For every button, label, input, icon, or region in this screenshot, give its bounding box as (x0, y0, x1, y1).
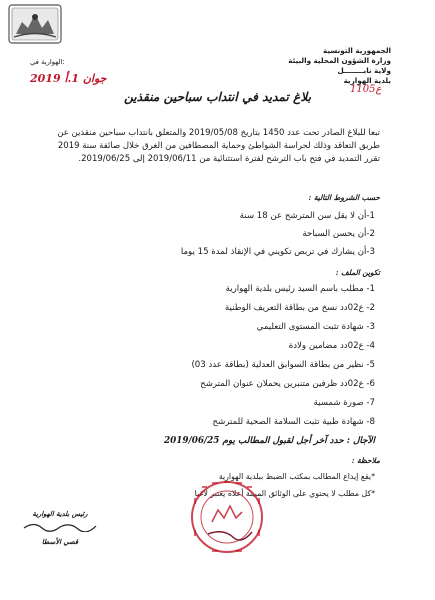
file-item: 1- مطلب باسم السيد رئيس بلدية الهوارية (225, 284, 375, 294)
document-title: بلاغ تمديد في انتداب سباحين منقذين (123, 90, 311, 104)
condition-item: 2-أن يحسن السباحة (302, 229, 375, 239)
file-heading: تكوين الملف : (335, 268, 380, 277)
intro-paragraph: تبعا للبلاغ الصادر تحت عدد 1450 بتاريخ 2019/05/08 والمتعلق بانتداب سباحين منقذين عن طريق التعاقد وذلك لحراسة الشواطئ وحماية المصطافين من الغرق خلال صائفة سنة 2019 تقرر التمديد في فتح باب الترشح لفترة استثنائية من 2019/06/11 إلى 2019/06/25. (57, 128, 380, 164)
file-item: 8- شهادة طبية تثبت السلامة الصحية للمترشح (212, 417, 375, 427)
file-item: 2- ع02دد نسخ من بطاقة التعريف الوطنية (224, 303, 375, 313)
header-line: ولاية نابــــــــل (337, 66, 391, 75)
conditions-heading: حسب الشروط التالية : (308, 193, 380, 202)
header-line: بلدية الهوارية (343, 76, 391, 85)
file-item: 3- شهادة تثبت المستوى التعليمي (256, 322, 375, 332)
header-line: الجمهورية التونسية (322, 46, 391, 55)
condition-item: 3-أن يشارك في تربص تكويني في الإنقاذ لمدة 15 يوما (180, 247, 375, 257)
signature-title: رئيس بلدية الهوارية (32, 510, 88, 518)
note-item: *كل مطلب لا يحتوي على الوثائق المبينة أعلاه يعتبر لاغيا (194, 489, 375, 498)
file-item: 4- ع02دد مضامين ولادة (288, 341, 375, 351)
file-item: 5- نظير من بطاقة السوابق العدلية (بطاقة عدد 03) (191, 360, 375, 370)
file-item: 6- ع02دد ظرفين متنبرين يحملان عنوان المترشح (200, 379, 375, 389)
signature-scribble (20, 520, 100, 532)
official-stamp (188, 478, 266, 556)
handwritten-date: 2019 جوان 1.أ (30, 72, 107, 85)
notes-heading: ملاحظة : (351, 456, 380, 465)
file-item: 7- صورة شمسية (313, 398, 375, 408)
municipality-logo (8, 4, 62, 44)
header-line: وزارة الشؤون المحلية والبيئة (288, 56, 391, 65)
condition-item: 1-أن لا يقل سن المترشح عن 18 سنة (239, 211, 375, 221)
place-date-label: الهوارية في: (30, 58, 65, 66)
deadline-line: الآجال : حدد آخر أجل لقبول المطالب يوم 2019/06/25 (164, 436, 375, 446)
signature-name: قصي الأسطا (41, 538, 79, 546)
signature-block (15, 508, 105, 548)
reference-number: 1105ع (350, 84, 382, 95)
note-item: *يقع إيداع المطالب بمكتب الضبط ببلدية الهوارية (218, 472, 375, 481)
